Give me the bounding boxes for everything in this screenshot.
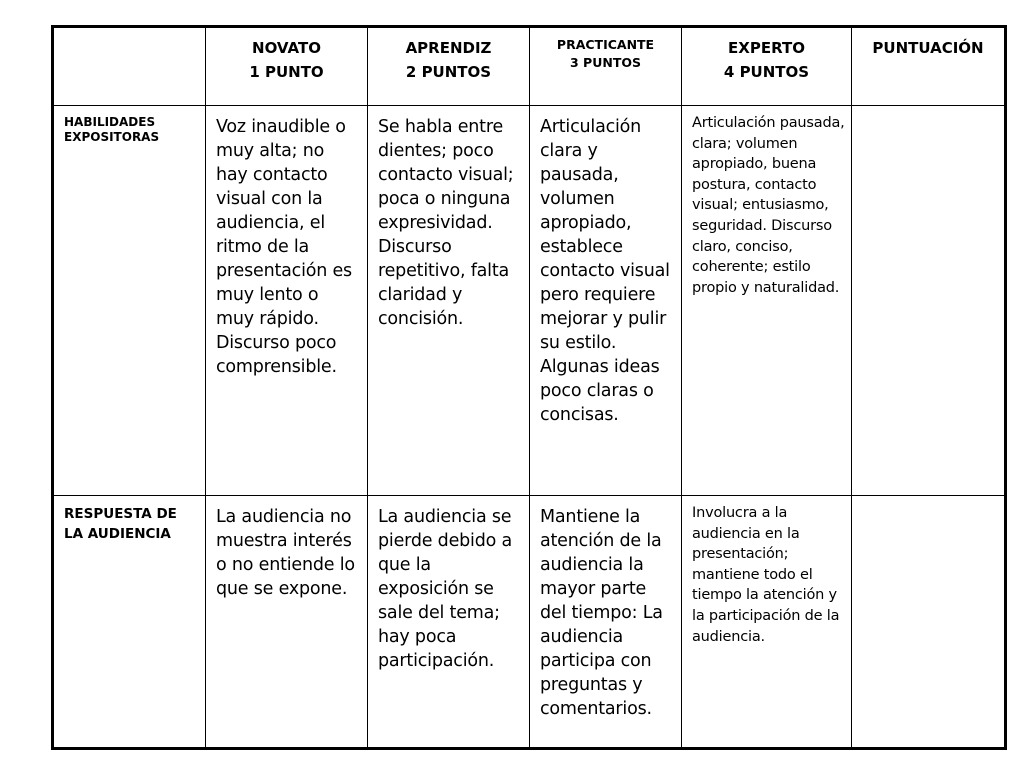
header-score-label: PUNTUACIÓN (872, 39, 984, 57)
header-aprendiz (368, 27, 530, 106)
header-novato-level: NOVATO (252, 39, 321, 57)
row-habilidades (53, 106, 1006, 496)
corner-cell (53, 27, 206, 106)
row-respuesta (53, 496, 1006, 749)
header-row (53, 27, 1006, 106)
row-habilidades-label: HABILIDADES EXPOSITORAS (53, 106, 206, 496)
respuesta-novato: La audiencia no muestra interés o no entiende lo que se expone. (206, 496, 368, 749)
habilidades-score[interactable] (852, 106, 1006, 496)
header-aprendiz-level: APRENDIZ (405, 39, 492, 57)
habilidades-aprendiz: Se habla entre dientes; poco contacto visual; poca o ninguna expresividad. Discurso repetitivo, falta claridad y concisión. (368, 106, 530, 496)
header-novato-points: 1 PUNTO (249, 63, 324, 81)
habilidades-experto: Articulación pausada, clara; volumen apropiado, buena postura, contacto visual; entusiasmo, seguridad. Discurso claro, conciso, coherente; estilo propio y naturalidad. (682, 106, 852, 496)
respuesta-practicante: Mantiene la atención de la audiencia la mayor parte del tiempo: La audiencia participa con preguntas y comentarios. (530, 496, 682, 749)
respuesta-experto: Involucra a la audiencia en la presentación; mantiene todo el tiempo la atención y la participación de la audiencia. (682, 496, 852, 749)
header-novato (206, 27, 368, 106)
header-practicante (530, 27, 682, 106)
header-practicante-level: PRACTICANTE (556, 37, 655, 52)
header-experto (682, 27, 852, 106)
header-experto-level: EXPERTO (728, 39, 805, 57)
habilidades-novato: Voz inaudible o muy alta; no hay contacto visual con la audiencia, el ritmo de la presentación es muy lento o muy rápido. Discurso poco comprensible. (206, 106, 368, 496)
rubric-table (51, 25, 1007, 750)
header-experto-points: 4 PUNTOS (723, 63, 810, 81)
header-aprendiz-points: 2 PUNTOS (405, 63, 492, 81)
header-practicante-points: 3 PUNTOS (570, 55, 641, 70)
habilidades-practicante: Articulación clara y pausada, volumen apropiado, establece contacto visual pero requiere mejorar y pulir su estilo. Algunas ideas poco claras o concisas. (530, 106, 682, 496)
respuesta-score[interactable] (852, 496, 1006, 749)
header-score (852, 27, 1006, 106)
respuesta-aprendiz: La audiencia se pierde debido a que la exposición se sale del tema; hay poca participación. (368, 496, 530, 749)
row-respuesta-label: RESPUESTA DE LA AUDIENCIA (53, 496, 206, 749)
